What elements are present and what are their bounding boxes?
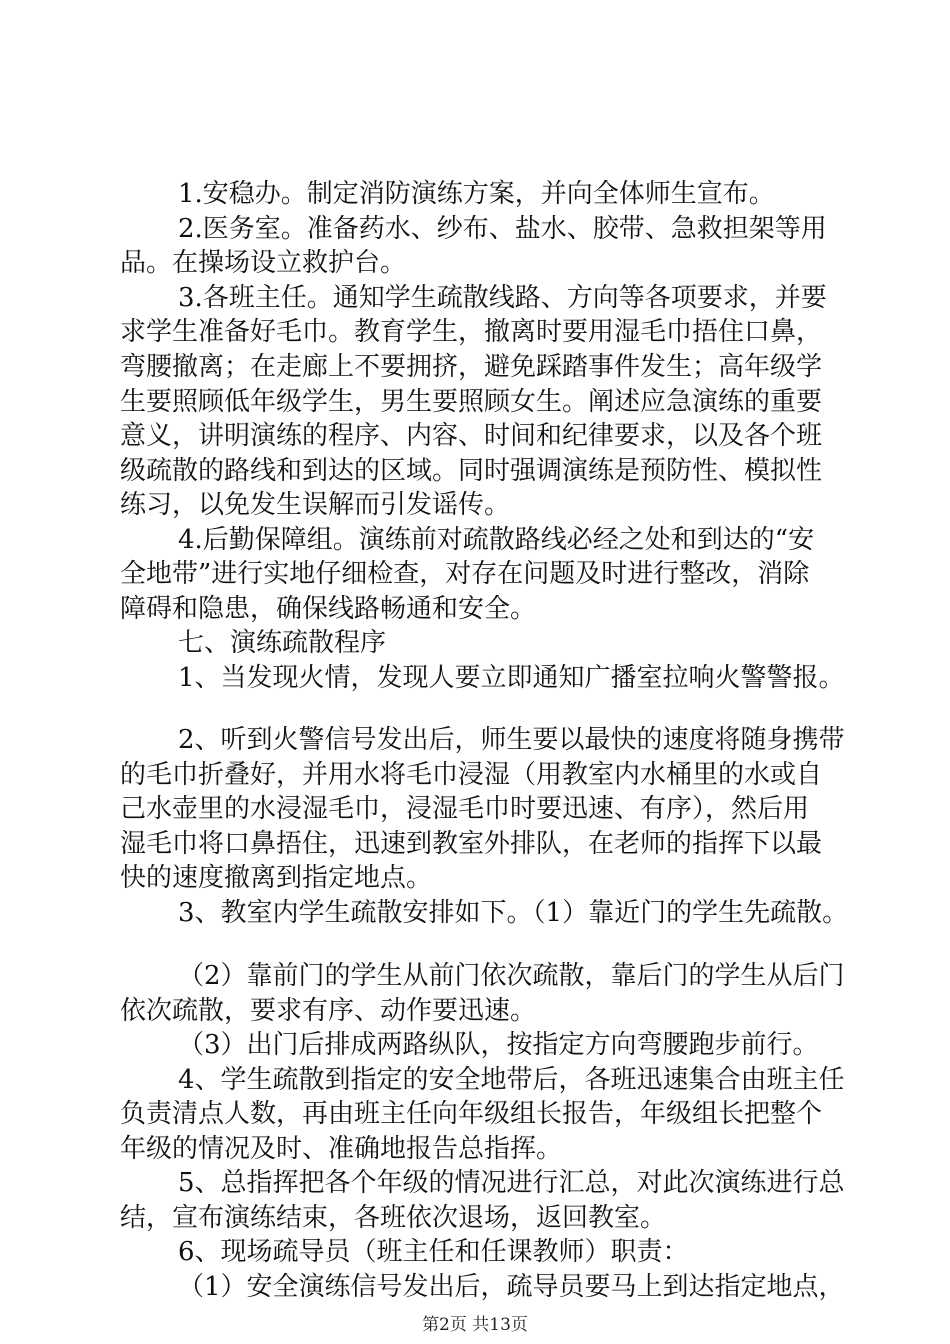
text-line: 品。在操场设立救护台。 <box>120 248 407 278</box>
text-line: 级疏散的路线和到达的区域。同时强调演练是预防性、模拟性 <box>120 456 823 486</box>
text-line: 6、现场疏导员（班主任和任课教师）职责： <box>178 1237 689 1267</box>
text-line: 己水壶里的水浸湿毛巾，浸湿毛巾时要迅速、有序），然后用 <box>120 794 810 824</box>
text-line: 快的速度撤离到指定地点。 <box>120 863 433 893</box>
text-line: 3.各班主任。通知学生疏散线路、方向等各项要求，并要 <box>178 283 827 313</box>
text-line: 4.后勤保障组。演练前对疏散路线必经之处和到达的“安 <box>178 525 815 555</box>
text-line: 全地带”进行实地仔细检查，对存在问题及时进行整改，消除 <box>120 559 810 589</box>
text-line: 2.医务室。准备药水、纱布、盐水、胶带、急救担架等用 <box>178 214 827 244</box>
text-line: 4、学生疏散到指定的安全地带后，各班迅速集合由班主任 <box>178 1065 845 1095</box>
text-line: 1、当发现火情，发现人要立即通知广播室拉响火警警报。 <box>178 663 845 693</box>
text-line: 意义，讲明演练的程序、内容、时间和纪律要求，以及各个班 <box>120 421 823 451</box>
text-line: 依次疏散，要求有序、动作要迅速。 <box>120 996 537 1026</box>
page-number: 第2页 共13页 <box>422 1315 528 1335</box>
text-line: 年级的情况及时、准确地报告总指挥。 <box>120 1134 563 1164</box>
text-line: 练习，以免发生误解而引发谣传。 <box>120 490 511 520</box>
text-line: 的毛巾折叠好，并用水将毛巾浸湿（用教室内水桶里的水或自 <box>120 760 823 790</box>
text-line: （2）靠前门的学生从前门依次疏散，靠后门的学生从后门 <box>178 961 845 991</box>
text-line: 结，宣布演练结束，各班依次退场，返回教室。 <box>120 1203 667 1233</box>
text-line: 湿毛巾将口鼻捂住，迅速到教室外排队，在老师的指挥下以最 <box>120 829 823 859</box>
text-line: 1.安稳办。制定消防演练方案，并向全体师生宣布。 <box>178 179 775 209</box>
text-line: 求学生准备好毛巾。教育学生，撤离时要用湿毛巾捂住口鼻， <box>120 317 823 347</box>
text-line: 弯腰撤离；在走廊上不要拥挤，避免踩踏事件发生；高年级学 <box>120 352 823 382</box>
text-line: （1）安全演练信号发出后，疏导员要马上到达指定地点， <box>178 1272 845 1302</box>
text-line: （3）出门后排成两路纵队，按指定方向弯腰跑步前行。 <box>178 1030 819 1060</box>
text-line: 障碍和隐患，确保线路畅通和安全。 <box>120 594 537 624</box>
text-line: 2、听到火警信号发出后，师生要以最快的速度将随身携带 <box>178 725 845 755</box>
text-line: 生要照顾低年级学生，男生要照顾女生。阐述应急演练的重要 <box>120 387 823 417</box>
text-line: 5、总指挥把各个年级的情况进行汇总，对此次演练进行总 <box>178 1168 845 1198</box>
text-line: 负责清点人数，再由班主任向年级组长报告，年级组长把整个 <box>120 1099 823 1129</box>
text-line: 3、教室内学生疏散安排如下。（1）靠近门的学生先疏散。 <box>178 898 849 928</box>
section-heading: 七、演练疏散程序 <box>178 628 387 658</box>
